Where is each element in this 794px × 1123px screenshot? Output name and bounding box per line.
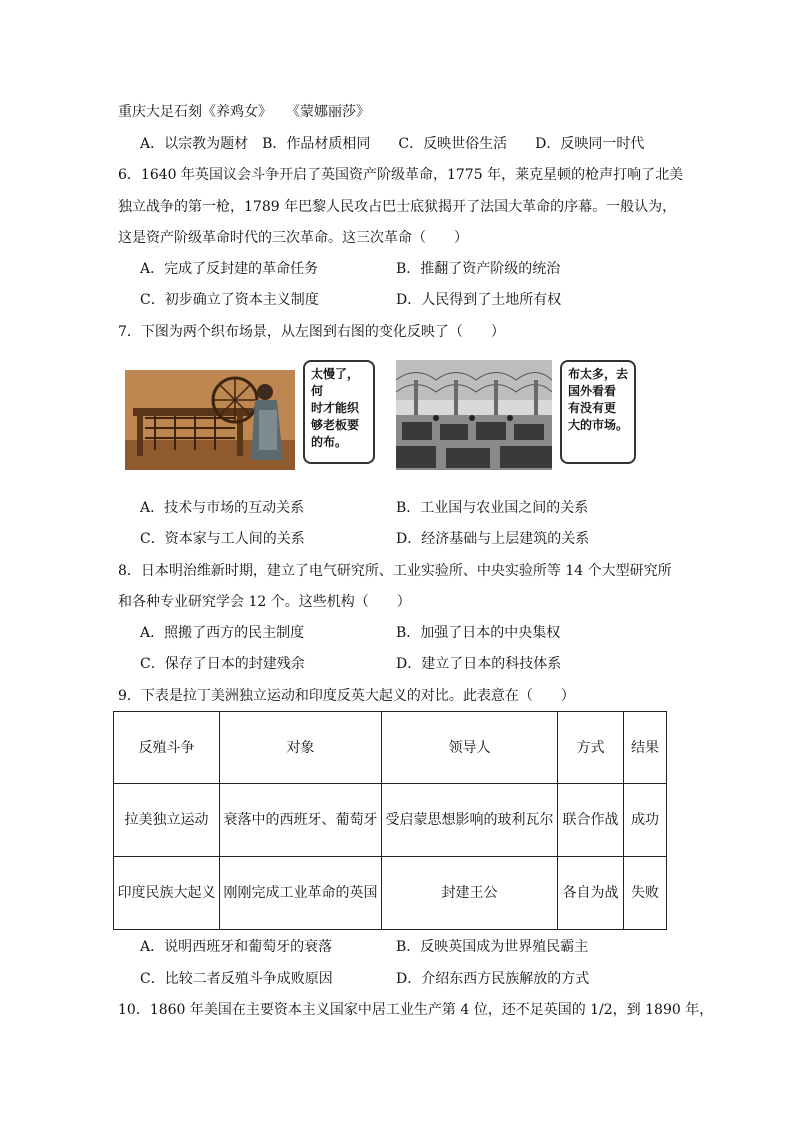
q6-option-a: A．完成了反封建的革命任务 — [140, 261, 319, 277]
q8-stem-line2: 和各种专业研究学会 12 个。这些机构（ ） — [118, 594, 411, 610]
table-header-cell: 结果 — [624, 712, 667, 784]
q5-options: A．以宗教为题材 B．作品材质相同 C．反映世俗生活 D．反映同一时代 — [140, 136, 645, 152]
table-cell: 封建王公 — [382, 857, 558, 930]
q9-option-a: A．说明西班牙和葡萄牙的衰落 — [140, 939, 333, 955]
table-cell: 印度民族大起义 — [114, 857, 220, 930]
q6-stem-line2: 独立战争的第一枪，1789 年巴黎人民攻占巴士底狱揭开了法国大革命的序幕。一般认为， — [118, 199, 677, 215]
q6-option-d: D．人民得到了土地所有权 — [396, 292, 562, 308]
q9-stem: 9．下表是拉丁美洲独立运动和印度反英大起义的对比。此表意在（ ） — [118, 688, 575, 704]
comparison-table — [113, 711, 667, 930]
table-header-cell: 反殖斗争 — [114, 712, 220, 784]
textile-factory-illustration — [396, 360, 552, 470]
q8-option-d: D．建立了日本的科技体系 — [396, 656, 562, 672]
table-header-cell: 领导人 — [382, 712, 558, 784]
q7-option-a: A．技术与市场的互动关系 — [140, 500, 305, 516]
q6-option-b: B．推翻了资产阶级的统治 — [396, 261, 561, 277]
left-speech-bubble: 太慢了，何 时才能织 够老板要 的布。 — [303, 360, 375, 464]
q7-left-image — [125, 360, 375, 472]
q7-right-image — [396, 360, 636, 472]
table-row — [114, 784, 667, 857]
q9-option-b: B．反映英国成为世界殖民霸主 — [396, 939, 589, 955]
table-cell: 成功 — [624, 784, 667, 857]
q9-option-d: D．介绍东西方民族解放的方式 — [396, 971, 590, 987]
table-header-cell: 对象 — [220, 712, 382, 784]
q7-option-b: B．工业国与农业国之间的关系 — [396, 500, 589, 516]
table-cell: 刚刚完成工业革命的英国 — [220, 857, 382, 930]
table-cell: 拉美独立运动 — [114, 784, 220, 857]
q8-option-a: A．照搬了西方的民主制度 — [140, 625, 305, 641]
table-row — [114, 857, 667, 930]
table-cell: 受启蒙思想影响的玻利瓦尔 — [382, 784, 558, 857]
q7-stem: 7．下图为两个织布场景，从左图到右图的变化反映了（ ） — [118, 324, 505, 340]
spinning-wheel-illustration — [125, 370, 295, 470]
table-cell: 各自为战 — [558, 857, 624, 930]
q6-option-c: C．初步确立了资本主义制度 — [140, 292, 319, 308]
table-header-row — [114, 712, 667, 784]
q6-stem-line3: 这是资产阶级革命时代的三次革命。这三次革命（ ） — [118, 230, 468, 246]
q8-option-c: C．保存了日本的封建残余 — [140, 656, 305, 672]
q7-option-c: C．资本家与工人间的关系 — [140, 531, 305, 547]
right-speech-bubble: 布太多，去 国外看看 有没有更 大的市场。 — [560, 360, 636, 464]
artwork-caption: 重庆大足石刻《养鸡女》 《蒙娜丽莎》 — [118, 104, 370, 120]
table-cell: 联合作战 — [558, 784, 624, 857]
q10-stem: 10．1860 年美国在主要资本主义国家中居工业生产第 4 位，还不足英国的 1/2，到 1890 年， — [118, 1002, 714, 1018]
q7-option-d: D．经济基础与上层建筑的关系 — [396, 531, 590, 547]
q9-option-c: C．比较二者反殖斗争成败原因 — [140, 971, 333, 987]
table-header-cell: 方式 — [558, 712, 624, 784]
table-cell: 衰落中的西班牙、葡萄牙 — [220, 784, 382, 857]
table-cell: 失败 — [624, 857, 667, 930]
q6-stem-line1: 6．1640 年英国议会斗争开启了英国资产阶级革命，1775 年，莱克星顿的枪声打响了北美 — [118, 167, 684, 183]
q8-stem-line1: 8．日本明治维新时期，建立了电气研究所、工业实验所、中央实验所等 14 个大型研究所 — [118, 563, 672, 579]
q8-option-b: B．加强了日本的中央集权 — [396, 625, 561, 641]
